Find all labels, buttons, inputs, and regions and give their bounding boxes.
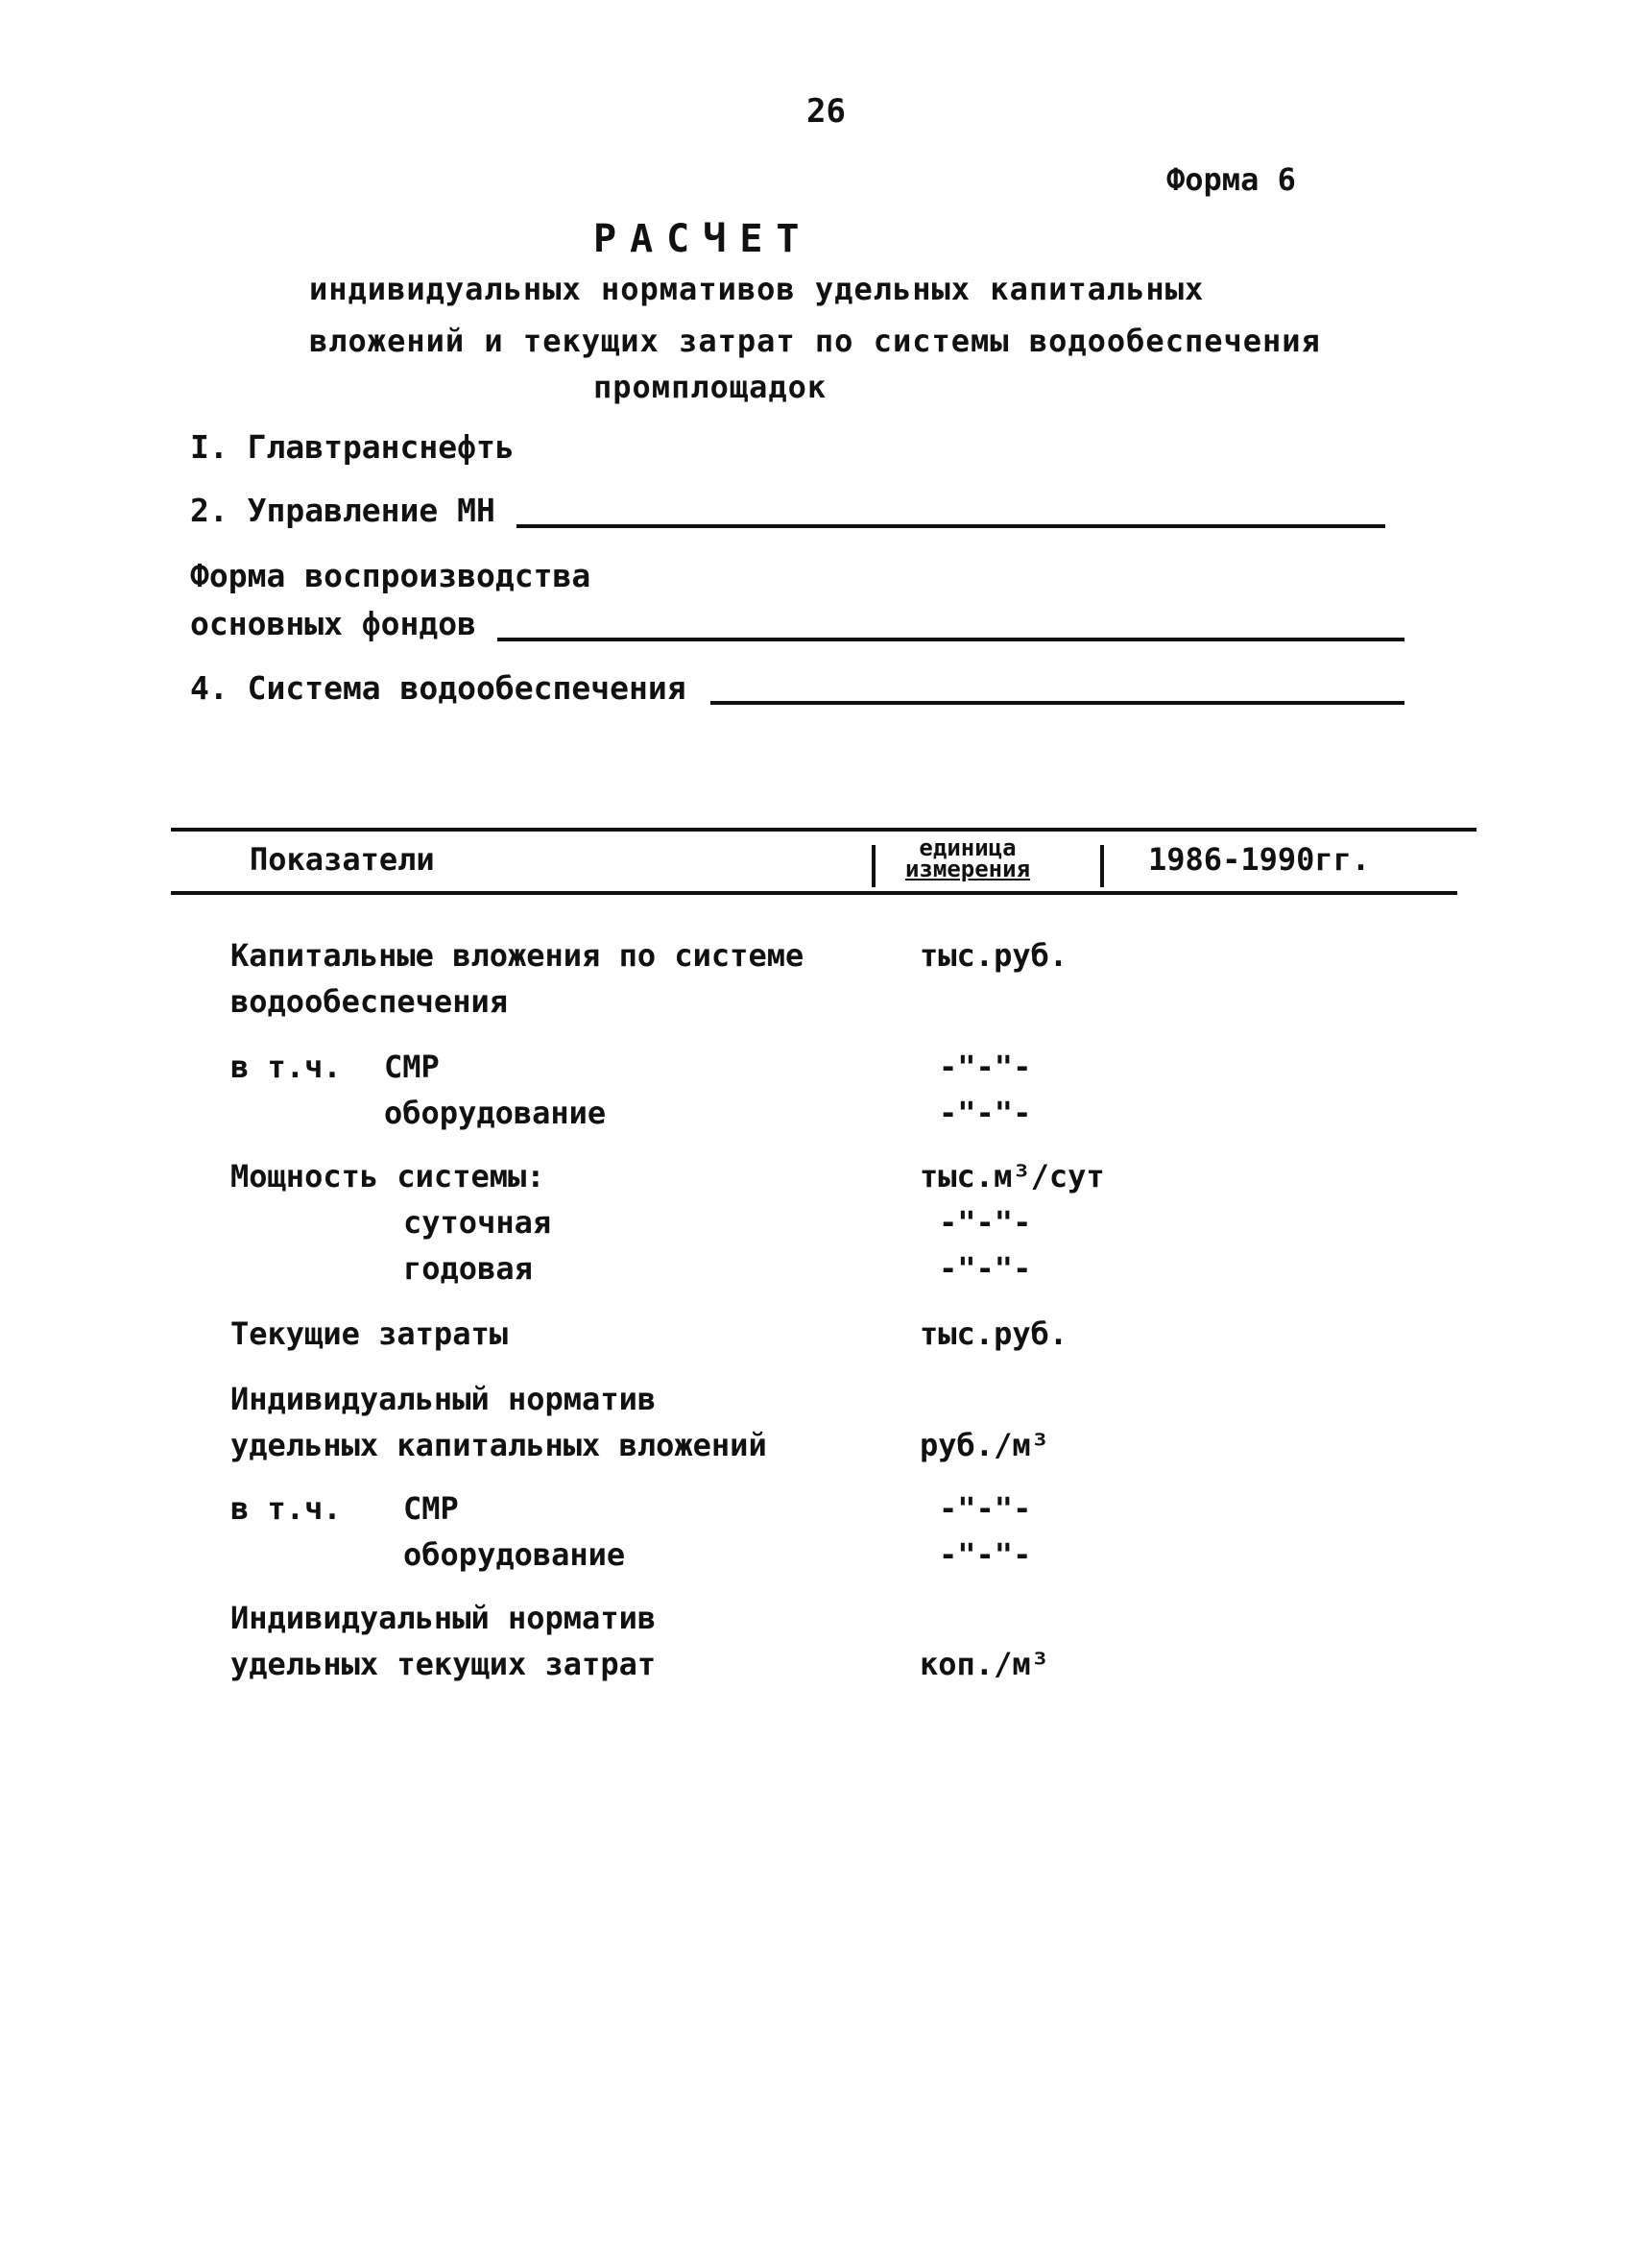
row-daily-unit: -"-"- [939,1204,1032,1241]
field-reproduction-label-2: основных фондов [190,605,477,642]
table-header-rule [171,891,1457,895]
row-capital-norm-line-2: удельных капитальных вложений [230,1427,767,1463]
row-capital-investment-unit: тыс.руб. [920,937,1068,974]
document-title: РАСЧЕТ [593,217,813,261]
column-header-unit-line-2: измерения [904,856,1031,882]
form-label: Форма 6 [1166,161,1296,198]
row-equipment-1: оборудование [384,1095,607,1131]
row-equipment-2-unit: -"-"- [939,1536,1032,1573]
field-reproduction-blank[interactable] [497,638,1404,641]
column-separator-1 [872,845,876,887]
subtitle-line-2: вложений и текущих затрат по системы водообеспечения [309,323,1321,359]
row-capital-investment-line-1: Капитальные вложения по системе [230,937,804,974]
field-water-system-blank[interactable] [710,701,1404,705]
column-separator-2 [1100,845,1104,887]
column-header-indicators: Показатели [250,841,435,878]
row-capacity: Мощность системы: [230,1158,545,1194]
row-annual: годовая [403,1250,533,1287]
subtitle-line-3: промплощадок [593,369,828,405]
field-water-system-label: 4. Система водообеспечения [190,669,686,707]
row-equipment-2: оборудование [403,1536,626,1573]
row-capital-investment-line-2: водообеспечения [230,983,508,1020]
row-capital-norm-line-1: Индивидуальный норматив [230,1381,657,1417]
row-smr-2: СМР [403,1490,459,1527]
row-smr-2-prefix: в т.ч. [230,1490,342,1527]
row-smr-1-unit: -"-"- [939,1049,1032,1085]
subtitle-line-1: индивидуальных нормативов удельных капитальных [309,271,1205,307]
row-daily: суточная [403,1204,552,1241]
field-reproduction-label-1: Форма воспроизводства [190,557,591,594]
row-current-norm-unit: коп./м³ [920,1646,1049,1682]
row-annual-unit: -"-"- [939,1250,1032,1287]
row-current-costs: Текущие затраты [230,1315,508,1352]
row-equipment-1-unit: -"-"- [939,1095,1032,1131]
row-current-norm-line-2: удельных текущих затрат [230,1646,657,1682]
row-capital-norm-unit: руб./м³ [920,1427,1049,1463]
page-number: 26 [806,92,846,131]
column-header-unit-line-1: единица [919,834,1017,861]
row-current-norm-line-1: Индивидуальный норматив [230,1600,657,1636]
row-smr-1: СМР [384,1049,440,1085]
field-management-blank[interactable] [516,524,1385,528]
field-main-department: I. Главтранснефть [190,428,515,466]
row-current-costs-unit: тыс.руб. [920,1315,1068,1352]
row-smr-1-prefix: в т.ч. [230,1049,342,1085]
row-smr-2-unit: -"-"- [939,1490,1032,1527]
table-top-rule [171,828,1476,832]
column-header-period: 1986-1990гг. [1148,841,1371,878]
field-management-label: 2. Управление МН [190,492,495,529]
row-capacity-unit: тыс.м³/сут [920,1158,1105,1194]
column-header-unit [881,834,1054,882]
